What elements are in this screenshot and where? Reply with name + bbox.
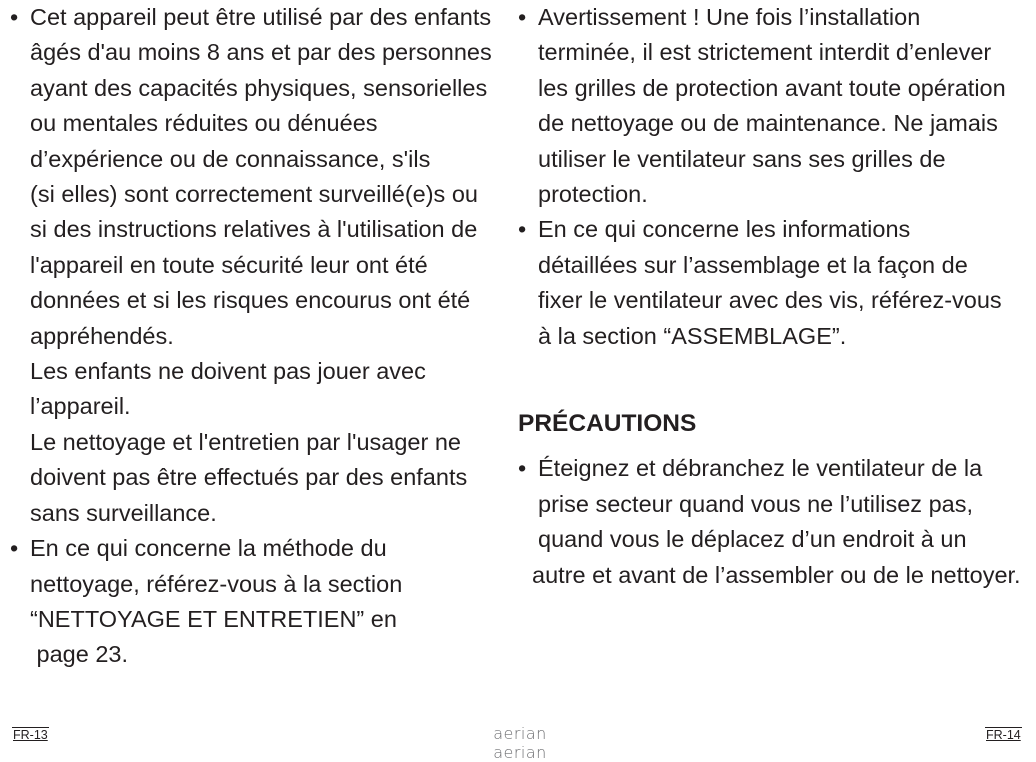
brand-logo: aerian aerian xyxy=(493,724,547,762)
bullet-mark: • xyxy=(10,535,19,562)
text-line: En ce qui concerne la méthode du xyxy=(30,535,387,562)
precaution-item-unplug xyxy=(518,451,1036,593)
text-line: autre et avant de l’assembler ou de le nettoyer. xyxy=(532,561,1021,588)
safety-item-children xyxy=(10,0,515,531)
text-line: ou mentales réduites ou dénuées xyxy=(30,110,378,137)
text-line: nettoyage, référez-vous à la section xyxy=(30,570,403,597)
safety-item-cleaning-reference xyxy=(10,531,515,673)
safety-item-assembly-reference xyxy=(518,212,1036,354)
text-line: l'appareil en toute sécurité leur ont été xyxy=(30,251,428,278)
text-line: appréhendés. xyxy=(30,322,174,349)
bullet-mark: • xyxy=(518,4,527,30)
text-line: d’expérience ou de connaissance, s'ils xyxy=(30,145,431,172)
page-number-left: FR-13 xyxy=(13,728,48,742)
text-line: page 23. xyxy=(30,641,129,668)
text-line: si des instructions relatives à l'utilisation de xyxy=(30,216,478,243)
text-line: Le nettoyage et l'entretien par l'usager ne xyxy=(30,428,461,455)
text-line: ayant des capacités physiques, sensorielles xyxy=(30,74,488,101)
text-line: à la section “ASSEMBLAGE”. xyxy=(538,322,847,349)
text-line: fixer le ventilateur avec des vis, référez-vous xyxy=(538,287,1002,314)
text-line: Les enfants ne doivent pas jouer avec xyxy=(30,358,426,385)
text-line: utiliser le ventilateur sans ses grilles de xyxy=(538,145,946,172)
text-line: Avertissement ! Une fois l’installation xyxy=(538,4,921,30)
text-line: les grilles de protection avant toute opération xyxy=(538,74,1006,101)
safety-item-grilles-warning xyxy=(518,0,1036,212)
page-number-right: FR-14 xyxy=(986,728,1021,742)
text-line: doivent pas être effectués par des enfants xyxy=(30,464,468,491)
text-line: Éteignez et débranchez le ventilateur de la xyxy=(538,455,983,482)
text-line: quand vous le déplacez d’un endroit à un xyxy=(538,526,967,553)
text-line: Cet appareil peut être utilisé par des enfants xyxy=(30,4,492,30)
text-line: données et si les risques encourus ont été xyxy=(30,287,471,314)
text-line: l’appareil. xyxy=(30,393,131,420)
text-line: âgés d'au moins 8 ans et par des personnes xyxy=(30,39,492,66)
text-line: En ce qui concerne les informations xyxy=(538,216,911,243)
text-line: (si elles) sont correctement surveillé(e)s ou xyxy=(30,181,478,208)
left-column xyxy=(10,0,515,673)
text-line: de nettoyage ou de maintenance. Ne jamais xyxy=(538,110,998,137)
right-column xyxy=(518,0,1036,593)
bullet-mark: • xyxy=(518,455,527,482)
text-line: détaillées sur l’assemblage et la façon de xyxy=(538,251,968,278)
text-line: “NETTOYAGE ET ENTRETIEN” en xyxy=(30,605,397,632)
text-line: terminée, il est strictement interdit d’enlever xyxy=(538,39,992,66)
text-line: protection. xyxy=(538,181,648,208)
bullet-mark: • xyxy=(10,4,19,30)
bullet-mark: • xyxy=(518,216,527,243)
section-heading-precautions: PRÉCAUTIONS xyxy=(518,410,697,438)
text-line: sans surveillance. xyxy=(30,499,217,526)
text-line: prise secteur quand vous ne l’utilisez pas, xyxy=(538,490,973,517)
